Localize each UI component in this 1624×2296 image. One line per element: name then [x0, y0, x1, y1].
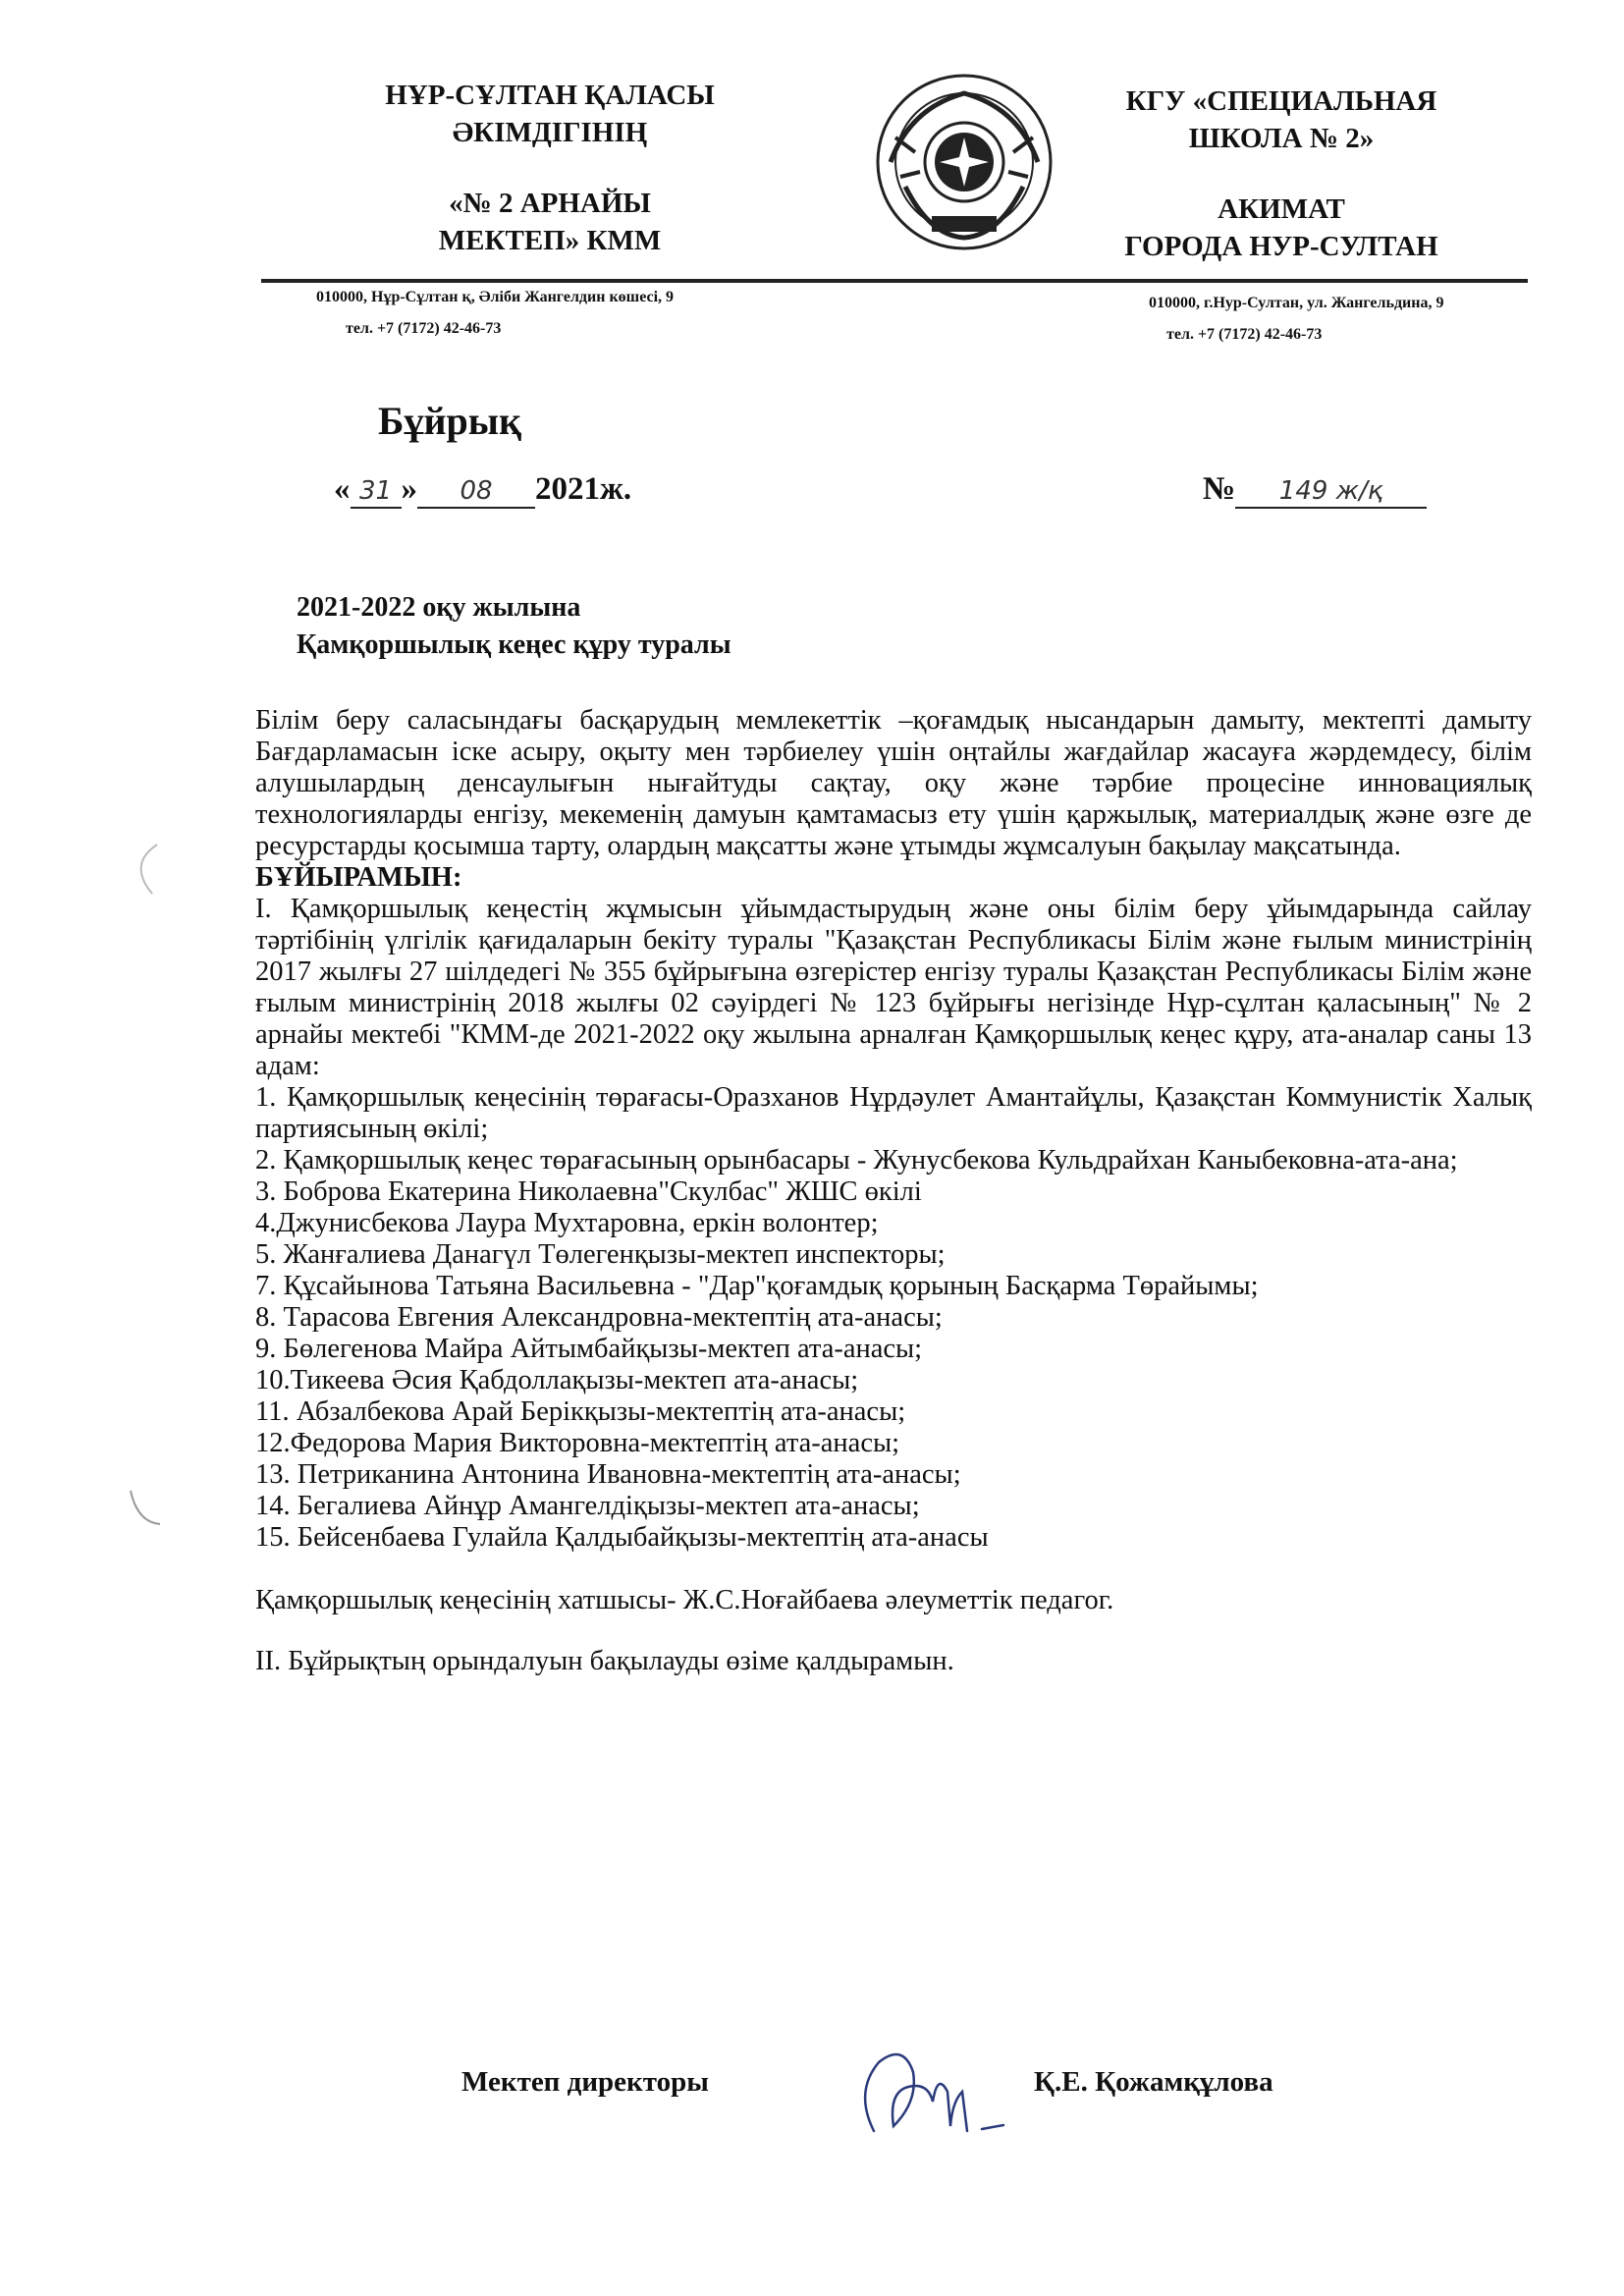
scan-hole-mark: [123, 1483, 162, 1532]
order-date: [334, 471, 631, 509]
header-right-line: КГУ «СПЕЦИАЛЬНАЯ: [1125, 85, 1437, 117]
left-phone: тел. +7 (7172) 42-46-73: [346, 320, 502, 337]
header-left-line: «№ 2 АРНАЙЫ: [449, 188, 651, 219]
list-item: 12.Федорова Мария Викторовна-мектептің ата-анасы;: [255, 1428, 900, 1458]
header-right-line: АКИМАТ: [1218, 193, 1345, 225]
order-day: 31: [358, 476, 393, 506]
list-item: 13. Петриканина Антонина Ивановна-мектептің ата-анасы;: [255, 1459, 961, 1490]
order-number-label: №: [1203, 471, 1236, 507]
header-left-line: МЕКТЕП» КММ: [438, 225, 662, 256]
state-emblem-icon: [871, 69, 1057, 255]
list-item: 1. Қамқоршылық кеңесінің төрағасы-Оразханов Нұрдәулет Амантайұлы, Қазақстан Коммунистік Халық партиясының өкілі;: [255, 1082, 1532, 1144]
header-right-line: ШКОЛА № 2»: [1188, 123, 1375, 154]
header-left-line: ӘКІМДІГІНІҢ: [452, 117, 648, 148]
order-year: 2021ж.: [535, 471, 632, 507]
list-item: 9. Бөлегенова Майра Айтымбайқызы-мектеп ата-анасы;: [255, 1334, 923, 1364]
order-title: Бұйрық: [378, 399, 522, 443]
list-item: 2. Қамқоршылық кеңес төрағасының орынбасары - Жунусбекова Кульдрайхан Каныбековна-ата-ана;: [255, 1145, 1458, 1175]
signatory-name: Қ.Е. Қожамқұлова: [1034, 2066, 1273, 2098]
order-subject: [297, 589, 731, 664]
left-address-block: [316, 287, 674, 340]
right-phone: тел. +7 (7172) 42-46-73: [1166, 326, 1323, 343]
list-item: 8. Тарасова Евгения Александровна-мектептің ата-анасы;: [255, 1302, 943, 1333]
scan-hole-mark: [123, 840, 162, 899]
secretary-line: Қамқоршылық кеңесінің хатшысы- Ж.С.Ноғайбаева әлеуметтік педагог.: [255, 1585, 1114, 1615]
date-close-quote: »: [401, 471, 417, 507]
list-item: 11. Абзалбекова Арай Берікқызы-мектептің ата-анасы;: [255, 1396, 906, 1427]
left-address: 010000, Нұр-Сұлтан қ, Әліби Жангелдин көшесі, 9: [316, 289, 675, 305]
order-number-value: 149 ж/қ: [1278, 476, 1383, 506]
handwritten-signature: [835, 2033, 1031, 2151]
list-item: 7. Құсайынова Татьяна Васильевна - "Дар"қоғамдық қорының Басқарма Төрайымы;: [255, 1271, 1259, 1301]
header-right-line: ГОРОДА НУР-СУЛТАН: [1124, 231, 1438, 262]
members-list: [255, 1082, 1532, 1554]
header-right-org: [1075, 82, 1488, 265]
order-body: [255, 705, 1532, 1677]
list-item: 15. Бейсенбаева Гулайла Қалдыбайқызы-мектептің ата-анасы: [255, 1522, 989, 1553]
right-address: 010000, г.Нур-Султан, ул. Жангельдина, 9: [1149, 295, 1444, 311]
order-word: БҰЙЫРАМЫН:: [255, 862, 462, 893]
order-number: [1203, 471, 1427, 509]
clause-1: I. Қамқоршылық кеңестің жұмысын ұйымдастырудың және оны білім беру ұйымдарында сайлау тәртібінің үлгілік қағидаларын бекіту туралы "Қазақстан Республикасы Білім және ғылым министрінің 2017 жылғы 27 шілдедегі № 355 бұйрығына өзгерістер енгізу туралы Қазақстан Республикасы Білім және ғылым министрінің 2018 жылғы 02 сәуірдегі № 123 бұйрығы негізінде Нұр-сұлтан қаласының" № 2 арнайы мектебі "КММ-де 2021-2022 оқу жылына арналған Қамқоршылық кеңес құру, ата-аналар саны 13 адам:: [255, 894, 1532, 1081]
header-divider: [261, 279, 1528, 283]
subject-line-1: 2021-2022 оқу жылына: [297, 592, 581, 623]
right-address-block: [1149, 293, 1443, 346]
clause-2: II. Бұйрықтың орындалуын бақылауды өзіме қалдырамын.: [255, 1646, 954, 1676]
list-item: 4.Джунисбекова Лаура Мухтаровна, еркін волонтер;: [255, 1208, 879, 1238]
subject-line-2: Қамқоршылық кеңес құру туралы: [297, 629, 731, 660]
list-item: 14. Бегалиева Айнұр Амангелдіқызы-мектеп ата-анасы;: [255, 1491, 920, 1521]
date-open-quote: «: [334, 471, 351, 507]
list-item: 10.Тикеева Әсия Қабдоллақызы-мектеп ата-анасы;: [255, 1365, 859, 1395]
intro-paragraph: Білім беру саласындағы басқарудың мемлекеттік –қоғамдық нысандарын дамыту, мектепті дамыту Бағдарламасын іске асыру, оқыту мен тәрбиелеу үшін оңтайлы жағдайлар жасауға жәрдемдесу, білім алушылардың денсаулығын нығайтуды сақтау, оқу және тәрбие процесіне инновациялық технологияларды енгізу, мекеменің дамуын қамтамасыз ету үшін қаржылық, материалдық және өзге де ресурстарды қосымша тарту, олардың мақсатты және ұтымды жұмсалуын бақылау мақсатында.: [255, 705, 1532, 861]
header-left-line: НҰР-СҰЛТАН ҚАЛАСЫ: [385, 80, 715, 111]
list-item: 3. Боброва Екатерина Николаевна"Скулбас" ЖШС өкілі: [255, 1176, 922, 1207]
list-item: 5. Жанғалиева Данагүл Төлегенқызы-мектеп инспекторы;: [255, 1239, 946, 1270]
signatory-position: Мектеп директоры: [461, 2066, 709, 2098]
header-left-org: [353, 77, 746, 259]
order-month: 08: [460, 476, 493, 506]
